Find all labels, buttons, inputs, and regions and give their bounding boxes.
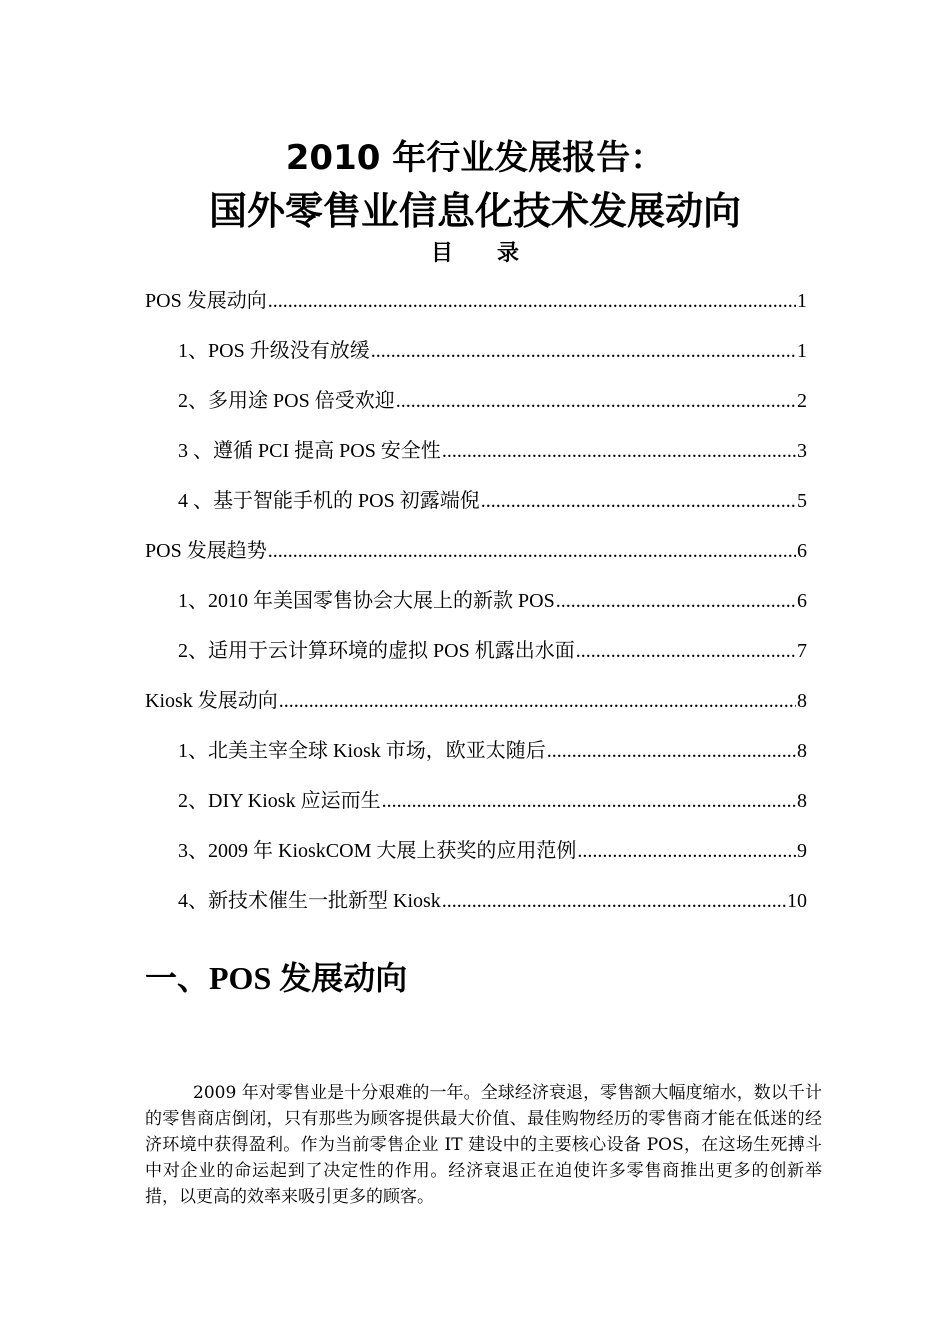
- toc-entry[interactable]: [145, 783, 807, 833]
- toc-entry-label: 3 、遵循 PCI 提高 POS 安全性: [178, 440, 441, 462]
- toc-entry[interactable]: [145, 533, 807, 583]
- toc-entry-page-number: 7: [797, 640, 807, 662]
- toc-entry[interactable]: [145, 283, 807, 333]
- toc-entry-page-number: 8: [797, 790, 807, 812]
- toc-entry-page-number: 6: [797, 540, 807, 562]
- toc-dot-leader: [547, 733, 796, 769]
- toc-entry-page-number: 9: [797, 840, 807, 862]
- toc-dot-leader: [577, 833, 796, 869]
- toc-dot-leader: [576, 633, 796, 669]
- toc-entry-label: 2、DIY Kiosk 应运而生: [178, 790, 381, 812]
- toc-dot-leader: [268, 283, 796, 319]
- toc-entry[interactable]: [145, 633, 807, 683]
- toc-entry-label: POS 发展趋势: [145, 540, 267, 562]
- document-title-line-2: 国外零售业信息化技术发展动向: [208, 189, 741, 233]
- toc-entry[interactable]: [145, 383, 807, 433]
- toc-dot-leader: [442, 883, 786, 919]
- toc-entry-label: POS 发展动向: [145, 290, 267, 312]
- toc-dot-leader: [442, 433, 796, 469]
- toc-entry-page-number: 6: [797, 590, 807, 612]
- toc-entry-page-number: 3: [797, 440, 807, 462]
- document-title-line-1: 2010 年行业发展报告：: [285, 138, 665, 178]
- toc-entry-page-number: 10: [787, 890, 807, 912]
- toc-entry[interactable]: [145, 433, 807, 483]
- toc-entry-label: 4 、基于智能手机的 POS 初露端倪: [178, 490, 480, 512]
- section-heading: 一、POS 发展动向: [145, 960, 408, 996]
- toc-dot-leader: [382, 783, 796, 819]
- toc-entry-page-number: 5: [797, 490, 807, 512]
- toc-dot-leader: [371, 333, 796, 369]
- table-of-contents: [145, 283, 807, 933]
- toc-entry[interactable]: [145, 483, 807, 533]
- toc-entry-label: 3、2009 年 KioskCOM 大展上获奖的应用范例: [178, 840, 577, 862]
- toc-entry-label: 2、多用途 POS 倍受欢迎: [178, 390, 395, 412]
- toc-entry-label: Kiosk 发展动向: [145, 690, 278, 712]
- toc-entry-label: 1、POS 升级没有放缓: [178, 340, 370, 362]
- toc-entry[interactable]: [145, 683, 807, 733]
- toc-entry[interactable]: [145, 333, 807, 383]
- toc-entry-label: 4、新技术催生一批新型 Kiosk: [178, 890, 441, 912]
- toc-entry-label: 2、适用于云计算环境的虚拟 POS 机露出水面: [178, 640, 575, 662]
- toc-entry-page-number: 1: [797, 290, 807, 312]
- toc-dot-leader: [279, 683, 796, 719]
- toc-dot-leader: [556, 583, 796, 619]
- toc-dot-leader: [268, 533, 796, 569]
- toc-entry-label: 1、北美主宰全球 Kiosk 市场，欧亚太随后: [178, 740, 546, 762]
- toc-entry-page-number: 8: [797, 740, 807, 762]
- toc-entry[interactable]: [145, 583, 807, 633]
- toc-heading: 目录: [430, 241, 563, 266]
- toc-entry[interactable]: [145, 833, 807, 883]
- toc-entry-page-number: 1: [797, 340, 807, 362]
- toc-dot-leader: [481, 483, 796, 519]
- toc-entry-page-number: 2: [797, 390, 807, 412]
- toc-entry[interactable]: [145, 883, 807, 933]
- toc-dot-leader: [396, 383, 796, 419]
- toc-entry-label: 1、2010 年美国零售协会大展上的新款 POS: [178, 590, 555, 612]
- toc-entry[interactable]: [145, 733, 807, 783]
- body-paragraph: 2009 年对零售业是十分艰难的一年。全球经济衰退，零售额大幅度缩水，数以千计的零售商店倒闭，只有那些为顾客提供最大价值、最佳购物经历的零售商才能在低迷的经济环境中获得盈利。作为当前零售企业 IT 建设中的主要核心设备 POS，在这场生死搏斗中对企业的命运起到了决定性的作用。经济衰退正在迫使许多零售商推出更多的创新举措，以更高的效率来吸引更多的顾客。: [145, 1083, 822, 1207]
- toc-entry-page-number: 8: [797, 690, 807, 712]
